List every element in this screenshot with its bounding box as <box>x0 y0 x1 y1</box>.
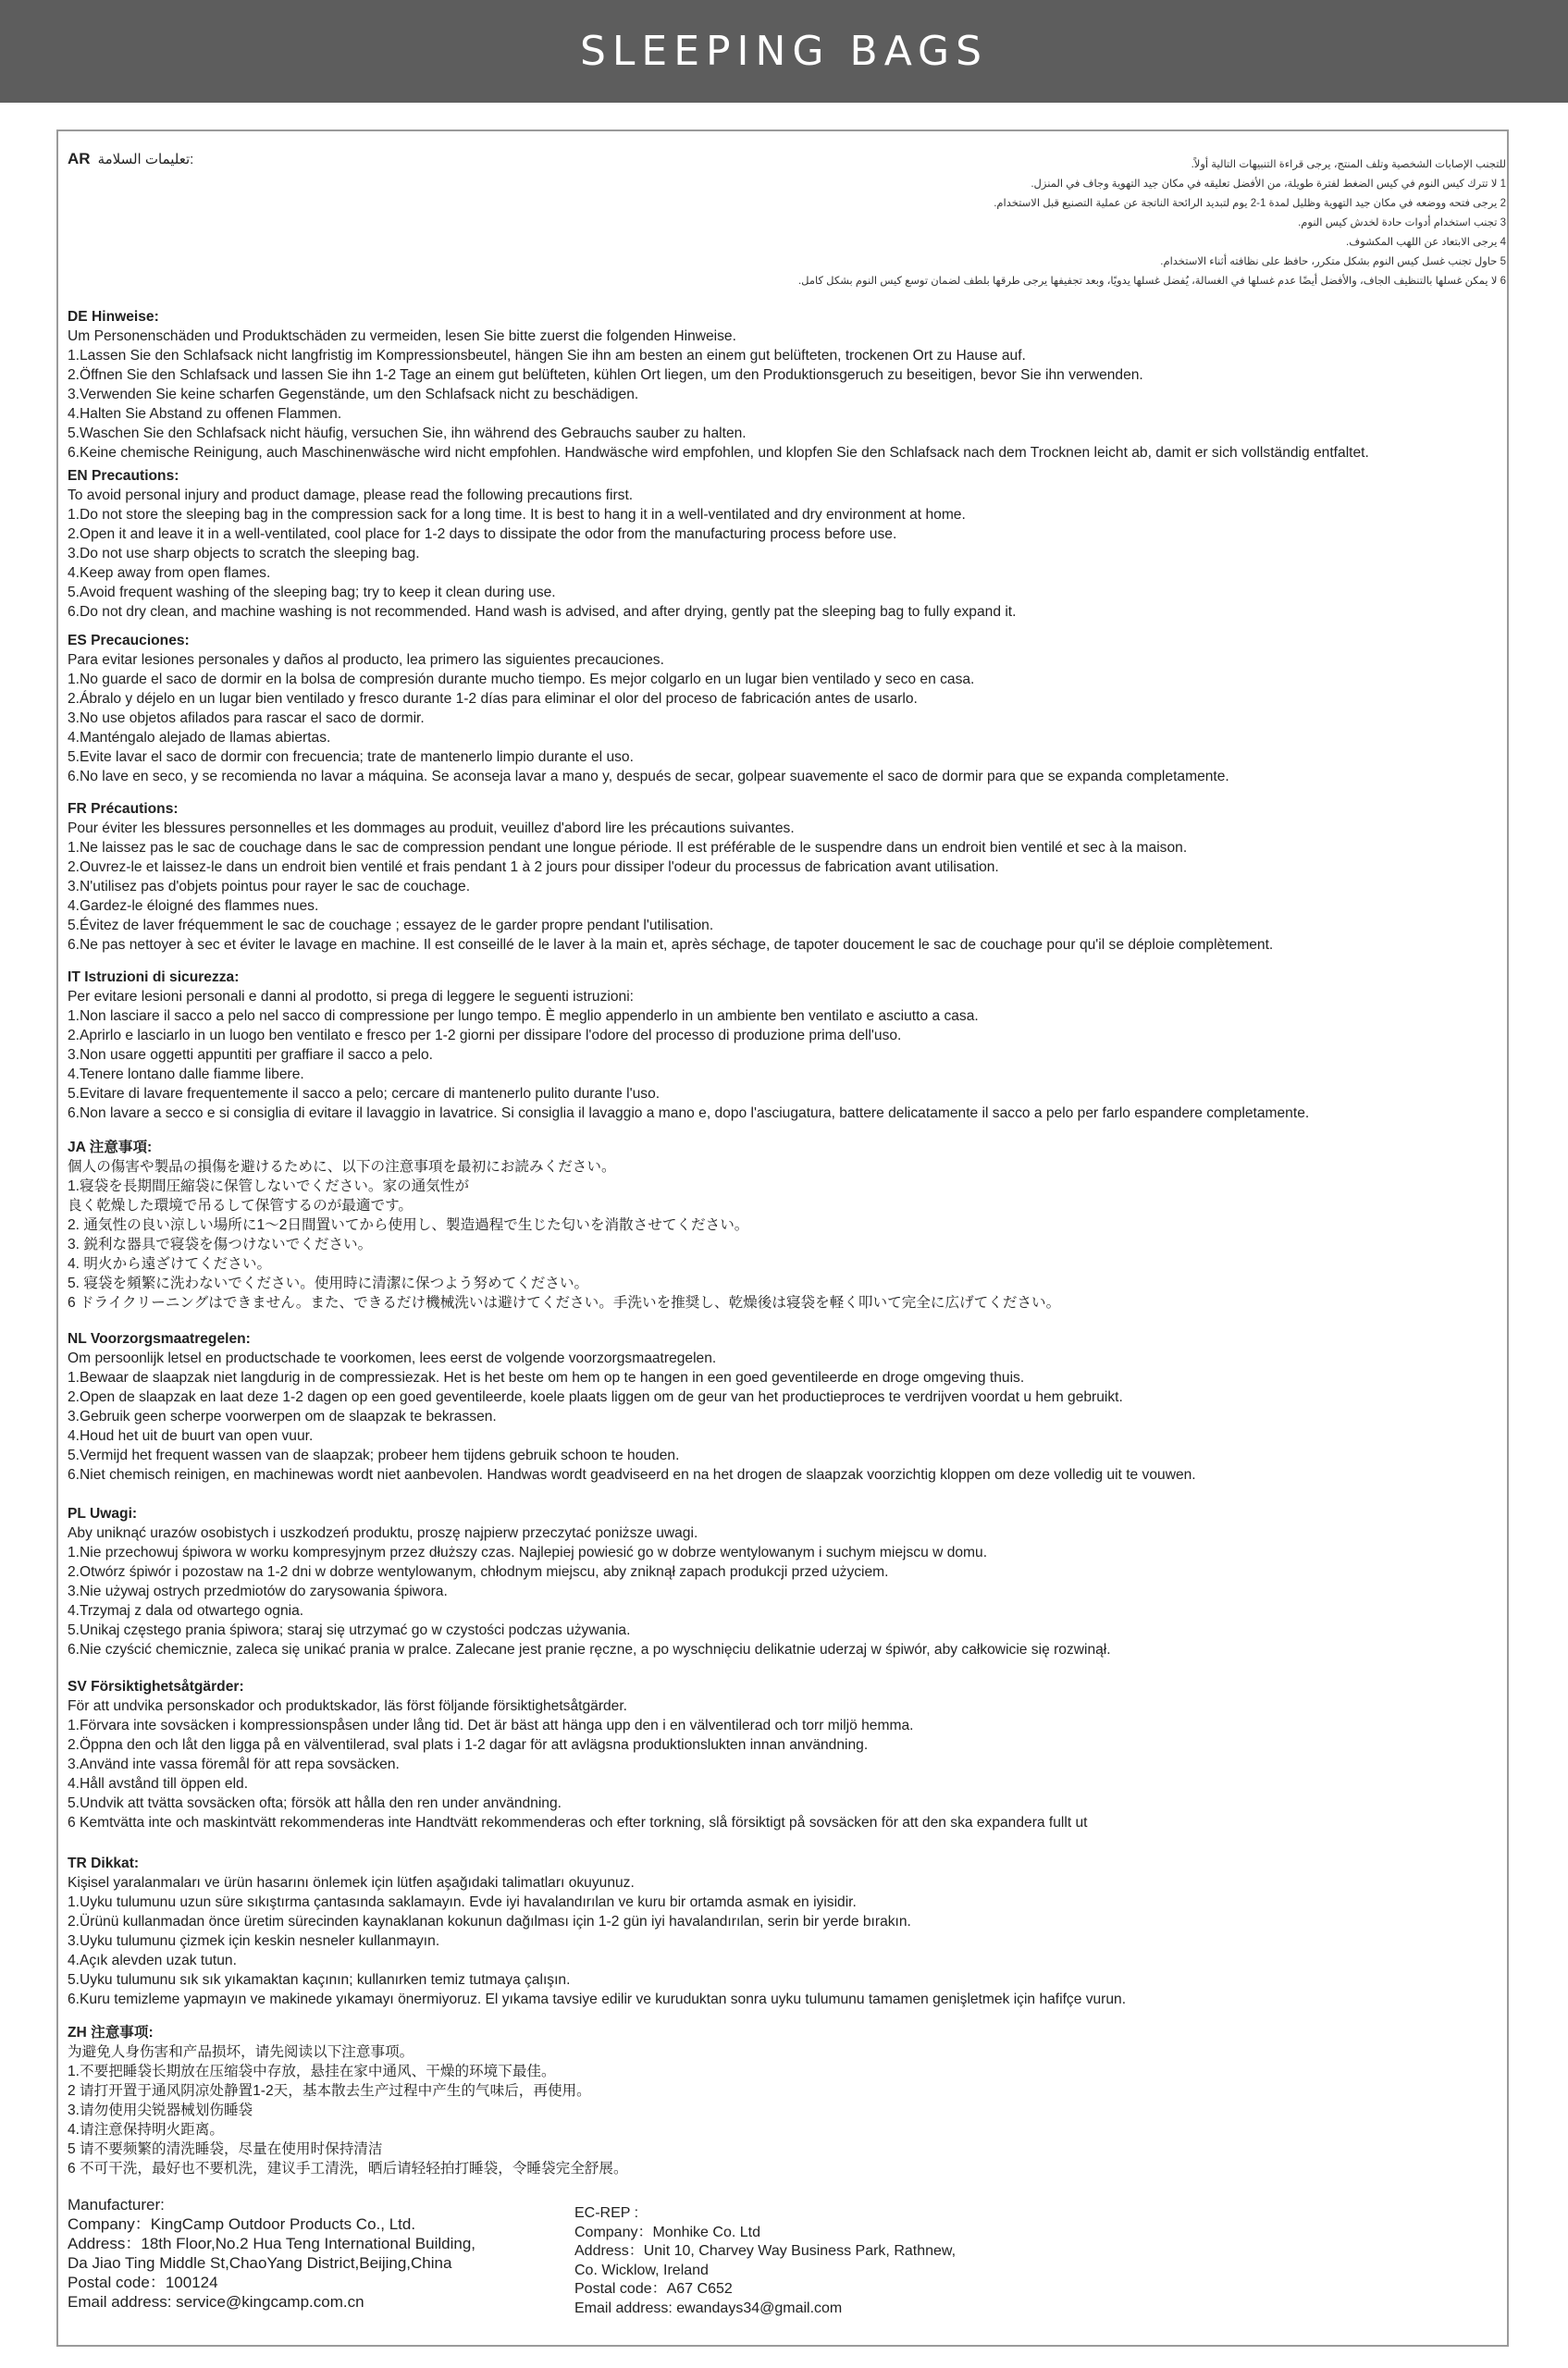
manufacturer-postal: Postal code：100124 <box>68 2274 218 2291</box>
section-line: 6.Ne pas nettoyer à sec et éviter le lavage en machine. Il est conseillé de le laver à la main et, après séchage, de tapoter doucement le sac de couchage pour qu'il se déploie complètement. <box>68 937 1274 953</box>
ecrep-address: Address：Unit 10, Charvey Way Business Park, Rathnew, <box>574 2243 957 2259</box>
section-line: 4.Keep away from open flames. <box>68 565 271 581</box>
section-it <box>68 968 1529 1123</box>
section-title: DE Hinweise: <box>68 309 159 325</box>
section-line: 4.Tenere lontano dalle fiamme libere. <box>68 1067 304 1082</box>
section-sv <box>68 1677 1529 1832</box>
page-title: SLEEPING BAGS <box>579 28 989 75</box>
section-line: 4.Håll avstånd till öppen eld. <box>68 1776 249 1792</box>
section-pl <box>68 1504 1529 1659</box>
section-line: 3. 鋭利な器具で寝袋を傷つけないでください。 <box>68 1237 373 1252</box>
section-title: JA 注意事項: <box>68 1140 153 1155</box>
section-line: 5.Evite lavar el saco de dormir con frecuencia; trate de mantenerlo limpio durante el uso. <box>68 749 634 765</box>
section-line: 1.Ne laissez pas le sac de couchage dans le sac de compression pendant une longue période. Il est préférable de le suspendre dans un endroit bien ventilé et sec à la maison. <box>68 840 1188 856</box>
section-es <box>68 631 1529 786</box>
section-line: 6.Do not dry clean, and machine washing is not recommended. Hand wash is advised, and after drying, gently pat the sleeping bag to fully expand it. <box>68 604 1017 620</box>
section-nl <box>68 1329 1529 1485</box>
section-line: 6.Keine chemische Reinigung, auch Maschinenwäsche wird nicht empfohlen. Handwäsche wird empfohlen, und klopfen Sie den Schlafsack nach dem Trocknen leicht ab, damit er sich vollständig entfaltet. <box>68 445 1369 461</box>
section-title: EN Precautions: <box>68 468 179 484</box>
section-line: 1.Do not store the sleeping bag in the compression sack for a long time. It is best to hang it in a well-ventilated and dry environment at home. <box>68 507 966 523</box>
ar-label: AR <box>68 150 91 167</box>
section-title: ES Precauciones: <box>68 633 190 648</box>
section-line: 3.N'utilisez pas d'objets pointus pour rayer le sac de couchage. <box>68 879 471 894</box>
section-line: 2.Öppna den och låt den ligga på en välventilerad, sval plats i 1-2 dagar för att avlägsna produktionslukten innan användning. <box>68 1737 869 1753</box>
section-title: ZH 注意事项: <box>68 2025 154 2041</box>
ecrep-email: Email address: ewandays34@gmail.com <box>574 2300 843 2316</box>
section-line: 3.Verwenden Sie keine scharfen Gegenstände, um den Schlafsack nicht zu beschädigen. <box>68 387 639 402</box>
section-zh <box>68 2023 1529 2178</box>
ar-lines <box>359 155 1506 291</box>
manufacturer-address: Da Jiao Ting Middle St,ChaoYang District,Beijing,China <box>68 2254 452 2272</box>
ar-line: 4 يرجى الابتعاد عن اللهب المكشوف. <box>1346 237 1506 248</box>
ar-line: 1 لا تترك كيس النوم في كيس الضغط لفترة طويلة، من الأفضل تعليقه في مكان جيد التهوية وجاف في المنزل. <box>1031 179 1506 190</box>
section-line: Um Personenschäden und Produktschäden zu vermeiden, lesen Sie bitte zuerst die folgenden Hinweise. <box>68 328 736 344</box>
section-line: 为避免人身伤害和产品损坏，请先阅读以下注意事项。 <box>68 2044 414 2060</box>
section-line: 6.Non lavare a secco e si consiglia di evitare il lavaggio in lavatrice. Si consiglia il lavaggio a mano e, dopo l'asciugatura, battere delicatamente il sacco a pelo per farlo espandere completamente. <box>68 1105 1310 1121</box>
section-line: För att undvika personskador och produktskador, läs först följande försiktighetsåtgärder. <box>68 1698 628 1714</box>
section-title: PL Uwagi: <box>68 1506 138 1522</box>
section-title: NL Voorzorgsmaatregelen: <box>68 1331 251 1347</box>
section-line: 6 ドライクリーニングはできません。また、できるだけ機械洗いは避けてください。手洗いを推奨し、乾燥後は寝袋を軽く叩いて完全に広げてください。 <box>68 1295 1061 1311</box>
section-fr <box>68 799 1529 955</box>
section-line: 5.Waschen Sie den Schlafsack nicht häufig, versuchen Sie, ihn während des Gebrauchs sauber zu halten. <box>68 426 747 441</box>
section-title: IT Istruzioni di sicurezza: <box>68 969 240 985</box>
section-line: 2.Open it and leave it in a well-ventilated, cool place for 1-2 days to dissipate the odor from the manufacturing process before use. <box>68 526 897 542</box>
section-title: SV Försiktighetsåtgärder: <box>68 1679 244 1695</box>
section-line: 3.Nie używaj ostrych przedmiotów do zarysowania śpiwora. <box>68 1584 448 1599</box>
ecrep-company: Company：Monhike Co. Ltd <box>574 2224 760 2240</box>
section-line: 2.Open de slaapzak en laat deze 1-2 dagen op een goed geventileerde, koele plaats liggen om de geur van het productieproces te verdrijven voordat u hem gebruikt. <box>68 1389 1123 1405</box>
section-line: 4.Açık alevden uzak tutun. <box>68 1953 237 1968</box>
ar-line: 6 لا يمكن غسلها بالتنظيف الجاف، والأفضل أيضًا عدم غسلها في الغسالة، يُفضل غسلها يدويًا، وبعد تجفيفها يرجى طرقها بلطف لضمان توسع كيس النوم بشكل كامل. <box>797 276 1506 287</box>
section-line: 4.请注意保持明火距离。 <box>68 2122 224 2138</box>
header-bar <box>0 0 1568 103</box>
section-line: 2.Ürünü kullanmadan önce üretim sürecinden kaynaklanan kokunun dağılması için 1-2 gün iyi havalandırılan, serin bir yerde bırakın. <box>68 1914 911 1930</box>
section-line: 6.Kuru temizleme yapmayın ve makinede yıkamayı önermiyoruz. El yıkama tavsiye edilir ve kuruduktan sonra uyku tulumunu tamamen genişletmek için hafifçe vurun. <box>68 1992 1127 2007</box>
section-line: 2 请打开置于通风阴凉处静置1-2天，基本散去生产过程中产生的气味后，再使用。 <box>68 2083 591 2099</box>
section-line: 1.Bewaar de slaapzak niet langdurig in de compressiezak. Het is het beste om hem op te hangen in een goed geventileerde en droge omgeving thuis. <box>68 1370 1025 1386</box>
ec-rep-block <box>574 2204 956 2318</box>
section-line: 1.Non lasciare il sacco a pelo nel sacco di compressione per lungo tempo. È meglio appenderlo in un ambiente ben ventilato e asciutto a casa. <box>68 1008 979 1024</box>
section-line: 4.Houd het uit de buurt van open vuur. <box>68 1428 314 1444</box>
ar-line: للتجنب الإصابات الشخصية وتلف المنتج، يرجى قراءة التنبيهات التالية أولاً. <box>1191 159 1506 170</box>
section-line: 3.Använd inte vassa föremål för att repa sovsäcken. <box>68 1757 400 1772</box>
section-line: 2.Ouvrez-le et laissez-le dans un endroit bien ventilé et frais pendant 1 à 2 jours pour dissiper l'odeur du processus de fabrication avant utilisation. <box>68 859 999 875</box>
ar-line: 3 تجنب استخدام أدوات حادة لخدش كيس النوم. <box>1298 217 1506 228</box>
manufacturer-block <box>68 2195 475 2312</box>
ecrep-postal: Postal code：A67 C652 <box>574 2281 733 2297</box>
section-line: 5.Undvik att tvätta sovsäcken ofta; försök att hålla den ren under användning. <box>68 1795 562 1811</box>
section-line: 5.Evitare di lavare frequentemente il sacco a pelo; cercare di mantenerlo pulito durante l'uso. <box>68 1086 661 1102</box>
section-line: 1.Förvara inte sovsäcken i kompressionspåsen under lång tid. Det är bäst att hänga upp den i en välventilerad och torr miljö hemma. <box>68 1718 914 1733</box>
section-line: 2.Otwórz śpiwór i pozostaw na 1-2 dni w dobrze wentylowanym, chłodnym miejscu, aby zniknął zapach produkcji przed użyciem. <box>68 1564 889 1580</box>
section-en <box>68 466 1529 622</box>
section-tr <box>68 1854 1529 2009</box>
section-line: 6.No lave en seco, y se recomienda no lavar a máquina. Se aconseja lavar a mano y, después de secar, golpear suavemente el saco de dormir para que se expanda completamente. <box>68 769 1229 784</box>
section-line: 3.请勿使用尖锐器械划伤睡袋 <box>68 2103 253 2118</box>
section-line: 6.Niet chemisch reinigen, en machinewas wordt niet aanbevolen. Handwas wordt geadviseerd en na het drogen de slaapzak voorzichtig kloppen om deze volledig uit te vouwen. <box>68 1467 1196 1483</box>
section-line: 3.Non usare oggetti appuntiti per graffiare il sacco a pelo. <box>68 1047 433 1063</box>
section-line: 5.Avoid frequent washing of the sleeping bag; try to keep it clean during use. <box>68 585 556 600</box>
section-line: 4.Trzymaj z dala od otwartego ognia. <box>68 1603 304 1619</box>
section-line: Pour éviter les blessures personnelles et les dommages au produit, veuillez d'abord lire les précautions suivantes. <box>68 820 795 836</box>
section-line: 1.Nie przechowuj śpiwora w worku kompresyjnym przez dłuższy czas. Najlepiej powiesić go w dobrze wentylowanym i suchym miejscu w domu. <box>68 1545 988 1560</box>
section-line: 1.Lassen Sie den Schlafsack nicht langfristig im Kompressionsbeutel, hängen Sie ihn am besten an einem gut belüfteten, trockenen Ort zu Hause auf. <box>68 348 1026 364</box>
manufacturer-heading: Manufacturer: <box>68 2196 165 2214</box>
section-line: 個人の傷害や製品の損傷を避けるために、以下の注意事項を最初にお読みください。 <box>68 1159 616 1175</box>
section-line: 4.Manténgalo alejado de llamas abiertas. <box>68 730 331 746</box>
section-line: 5.Unikaj częstego prania śpiwora; staraj się utrzymać go w czystości podczas używania. <box>68 1622 631 1638</box>
section-line: Para evitar lesiones personales y daños al producto, lea primero las siguientes precauciones. <box>68 652 664 668</box>
section-title: FR Précautions: <box>68 801 179 817</box>
ar-heading <box>68 150 193 168</box>
section-title: TR Dikkat: <box>68 1856 140 1871</box>
section-line: 5. 寝袋を頻繁に洗わないでください。使用時に清潔に保つよう努めてください。 <box>68 1276 589 1291</box>
manufacturer-company: Company：KingCamp Outdoor Products Co., Ltd. <box>68 2215 416 2233</box>
section-line: 5.Uyku tulumunu sık sık yıkamaktan kaçının; kullanırken temiz tutmaya çalışın. <box>68 1972 571 1988</box>
section-line: 5.Évitez de laver fréquemment le sac de couchage ; essayez de le garder propre pendant l'utilisation. <box>68 918 714 933</box>
section-line: 2.Ábralo y déjelo en un lugar bien ventilado y fresco durante 1-2 días para eliminar el olor del proceso de fabricación antes de usarlo. <box>68 691 918 707</box>
section-line: 3.Do not use sharp objects to scratch the sleeping bag. <box>68 546 420 561</box>
section-line: 5.Vermijd het frequent wassen van de slaapzak; probeer hem tijdens gebruik schoon te houden. <box>68 1448 680 1463</box>
section-line: 4.Halten Sie Abstand zu offenen Flammen. <box>68 406 342 422</box>
section-line: 4.Gardez-le éloigné des flammes nues. <box>68 898 319 914</box>
section-line: 1.Uyku tulumunu uzun süre sıkıştırma çantasında saklamayın. Evde iyi havalandırılan ve kuru bir ortamda asmak en iyisidir. <box>68 1894 857 1910</box>
section-line: 6.Nie czyścić chemicznie, zaleca się unikać prania w pralce. Zalecane jest pranie ręczne, a po wyschnięciu delikatnie uderzaj w śpiwór, aby całkowicie się rozwinął. <box>68 1642 1111 1658</box>
section-line: Kişisel yaralanmaları ve ürün hasarını önlemek için lütfen aşağıdaki talimatları okuyunuz. <box>68 1875 635 1891</box>
section-line: 2.Öffnen Sie den Schlafsack und lassen Sie ihn 1-2 Tage an einem gut belüfteten, kühlen Ort liegen, um den Produktionsgeruch zu beseitigen, bevor Sie ihn verwenden. <box>68 367 1143 383</box>
section-line: 1.不要把睡袋长期放在压缩袋中存放，悬挂在家中通风、干燥的环境下最佳。 <box>68 2064 556 2079</box>
section-line: 1.寝袋を長期間圧縮袋に保管しないでください。家の通気性が <box>68 1178 470 1194</box>
section-de <box>68 307 1529 462</box>
section-line: Om persoonlijk letsel en productschade te voorkomen, lees eerst de volgende voorzorgsmaatregelen. <box>68 1350 717 1366</box>
section-line: Per evitare lesioni personali e danni al prodotto, si prega di leggere le seguenti istruzioni: <box>68 989 634 1005</box>
section-line: 3.Uyku tulumunu çizmek için keskin nesneler kullanmayın. <box>68 1933 440 1949</box>
ar-line: 2 يرجى فتحه ووضعه في مكان جيد التهوية وظليل لمدة 1-2 يوم لتبديد الرائحة الناتجة عن عملية التصنيع قبل الاستخدام. <box>994 198 1506 209</box>
section-line: 1.No guarde el saco de dormir en la bolsa de compresión durante mucho tiempo. Es mejor colgarlo en un lugar bien ventilado y seco en casa. <box>68 672 975 687</box>
section-line: 2.Aprirlo e lasciarlo in un luogo ben ventilato e fresco per 1-2 giorni per dissipare l'odore del processo di produzione prima dell'uso. <box>68 1028 902 1043</box>
section-line: 2. 通気性の良い涼しい場所に1〜2日間置いてから使用し、製造過程で生じた匂いを消散させてください。 <box>68 1217 749 1233</box>
manufacturer-email: Email address: service@kingcamp.com.cn <box>68 2293 364 2311</box>
section-line: 3.Gebruik geen scherpe voorwerpen om de slaapzak te bekrassen. <box>68 1409 497 1424</box>
section-line: To avoid personal injury and product damage, please read the following precautions first. <box>68 487 634 503</box>
ar-title: تعليمات السلامة: <box>97 152 194 167</box>
ecrep-address: Co. Wicklow, Ireland <box>574 2262 709 2278</box>
ar-line: 5 حاول تجنب غسل كيس النوم بشكل متكرر، حافظ على نظافته أثناء الاستخدام. <box>1160 256 1506 267</box>
section-line: 5 请不要频繁的清洗睡袋，尽量在使用时保持清洁 <box>68 2141 383 2157</box>
ecrep-heading: EC-REP : <box>574 2205 639 2221</box>
section-line: 6 Kemtvätta inte och maskintvätt rekommenderas inte Handtvätt rekommenderas och efter torkning, slå försiktigt på sovsäcken för att den ska expandera fullt ut <box>68 1815 1088 1831</box>
section-line: 4. 明火から遠ざけてください。 <box>68 1256 272 1272</box>
section-line: Aby uniknąć urazów osobistych i uszkodzeń produktu, proszę najpierw przeczytać poniższe uwagi. <box>68 1525 698 1541</box>
section-line: 良く乾燥した環境で吊るして保管するのが最適です。 <box>68 1198 414 1214</box>
section-ja <box>68 1138 1529 1313</box>
manufacturer-address: Address：18th Floor,No.2 Hua Teng International Building, <box>68 2235 476 2252</box>
section-line: 3.No use objetos afilados para rascar el saco de dormir. <box>68 710 425 726</box>
section-line: 6 不可干洗，最好也不要机洗，建议手工清洗，晒后请轻轻拍打睡袋，令睡袋完全舒展。 <box>68 2161 628 2177</box>
